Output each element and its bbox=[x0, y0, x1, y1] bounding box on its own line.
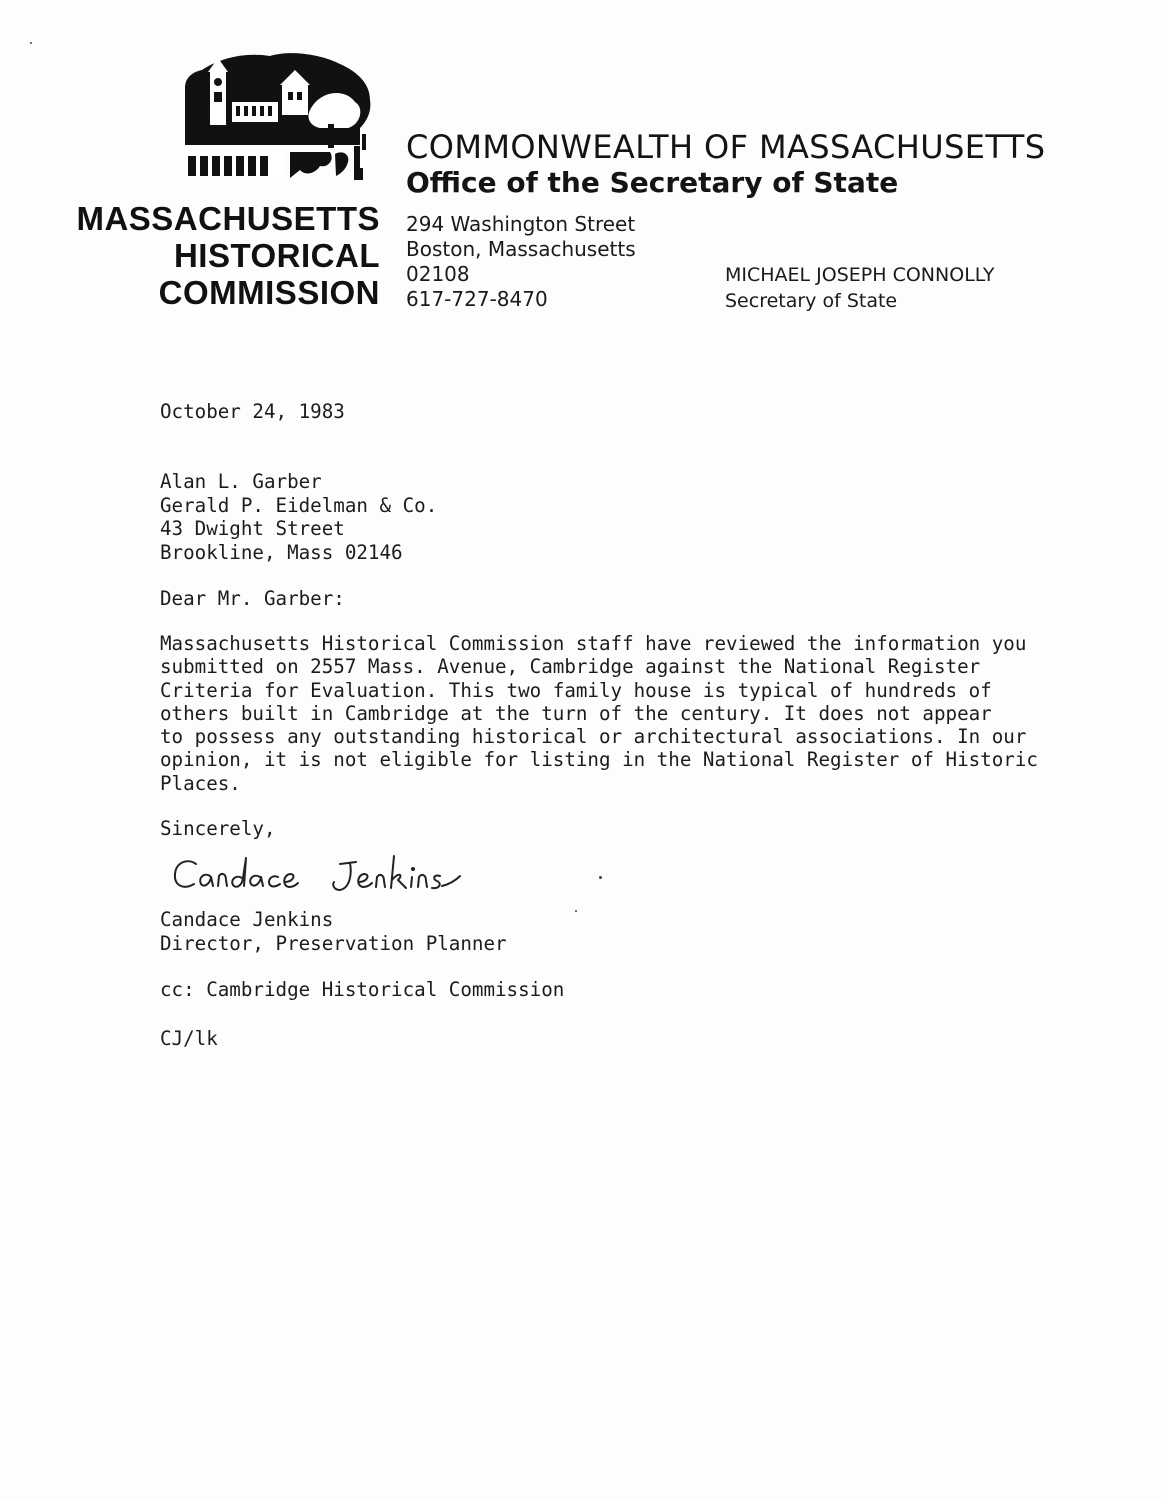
secretary-title: Secretary of State bbox=[725, 290, 898, 312]
recipient-line-3: 43 Dwight Street bbox=[160, 517, 345, 540]
office-heading: Office of the Secretary of State bbox=[406, 166, 899, 199]
letter-body bbox=[160, 632, 1038, 795]
secretary-block bbox=[725, 262, 994, 314]
signer-title: Director, Preservation Planner bbox=[160, 932, 507, 955]
letter-date: October 24, 1983 bbox=[160, 400, 345, 423]
address-line-2: Boston, Massachusetts bbox=[406, 237, 636, 261]
signer-block bbox=[160, 908, 507, 956]
address-line-3: 02108 bbox=[406, 262, 470, 286]
body-line-2: submitted on 2557 Mass. Avenue, Cambridge against the National Register bbox=[160, 655, 981, 679]
commission-name-line-3: COMMISSION bbox=[158, 274, 380, 311]
office-address bbox=[406, 212, 636, 312]
body-line-6: opinion, it is not eligible for listing in the National Register of Historic bbox=[160, 748, 1038, 772]
recipient-line-4: Brookline, Mass 02146 bbox=[160, 540, 403, 564]
closing: Sincerely, bbox=[160, 817, 276, 840]
recipient-line-1: Alan L. Garber bbox=[160, 470, 322, 493]
address-line-4: 617-727-8470 bbox=[406, 287, 548, 311]
handwritten-signature bbox=[170, 850, 510, 900]
typist-initials: CJ/lk bbox=[160, 1027, 218, 1050]
commission-name-line-2: HISTORICAL bbox=[173, 237, 380, 274]
commission-name-line-1: MASSACHUSETTS bbox=[76, 200, 380, 237]
commonwealth-heading: COMMONWEALTH OF MASSACHUSETTS bbox=[406, 128, 1046, 166]
commission-logo bbox=[170, 50, 380, 195]
address-line-1: 294 Washington Street bbox=[406, 212, 636, 236]
recipient-line-2: Gerald P. Eidelman & Co. bbox=[160, 493, 438, 517]
body-line-3: Criteria for Evaluation. This two family house is typical of hundreds of bbox=[160, 678, 992, 702]
signer-name: Candace Jenkins bbox=[160, 908, 334, 931]
body-line-7: Places. bbox=[160, 771, 241, 795]
body-line-5: to possess any outstanding historical or architectural associations. In our bbox=[160, 725, 1027, 749]
body-line-1: Massachusetts Historical Commission staff have reviewed the information you bbox=[160, 632, 1027, 655]
salutation: Dear Mr. Garber: bbox=[160, 587, 345, 610]
body-line-4: others built in Cambridge at the turn of the century. It does not appear bbox=[160, 701, 992, 725]
scan-speck bbox=[599, 876, 602, 879]
cc-line: cc: Cambridge Historical Commission bbox=[160, 978, 565, 1001]
secretary-name: MICHAEL JOSEPH CONNOLLY bbox=[725, 264, 995, 286]
commission-name bbox=[40, 200, 380, 311]
scan-speck bbox=[575, 910, 577, 912]
recipient-address bbox=[160, 470, 437, 564]
scan-speck bbox=[30, 42, 32, 44]
